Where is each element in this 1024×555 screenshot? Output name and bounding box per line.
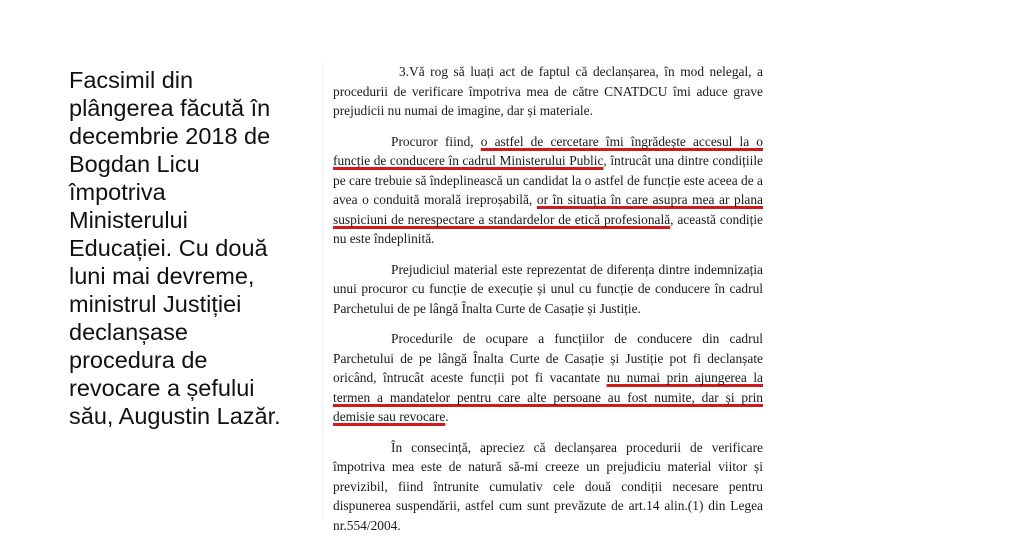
caption-text: Facsimil din plângerea făcută în decembrie 2018 de Bogdan Licu împotriva Ministerului Educației. Cu două luni mai devreme, ministrul Justiției declanșase procedura de revocare a șefului său, Augustin Lazăr. — [69, 67, 281, 429]
underlined-passage: nu numai prin ajungerea la termen a mandatelor pentru care alte persoane au fost numite, dar și prin demisie sau revocare — [333, 370, 763, 424]
scan-edge-divider — [322, 60, 323, 520]
paragraph-text: . — [445, 409, 449, 424]
paragraph-text: Procuror fiind, — [391, 133, 481, 149]
document-paragraph — [333, 438, 763, 536]
document-paragraph — [333, 132, 763, 249]
paragraph-text: , întrucât una dintre condițiile pe care trebuie să îndeplinească un candidat la o astfel de funcție este aceea de a avea o conduită morală ireproșabilă, — [333, 153, 764, 207]
paragraph-text: În consecință, apreciez că declanșarea procedurii de verificare împotriva mea este de natură să-mi creeze un prejudiciu material viitor și previzibil, fiind întrunite cumulativ cele două condiții necesare pentru dispunerea suspendării, astfel cum sunt prevăzute de art.14 alin.(1) din Legea nr.554/2004. — [333, 439, 763, 533]
document-paragraph — [333, 260, 763, 319]
document-paragraph — [333, 329, 763, 427]
paragraph-text: Prejudiciul material este reprezentat de diferența dintre indemnizația unui procuror cu funcție de execuție și unul cu funcție de conducere în cadrul Parchetului de pe lângă Înalta Curte de Casație și Justiție. — [333, 261, 763, 316]
underlined-passage: or în situația în care asupra mea ar plana suspiciuni de nerespectare a standardelor de etică profesională — [333, 192, 763, 227]
document-facsimile — [333, 62, 763, 546]
paragraph-text: , această condiție nu este îndeplinită. — [333, 211, 764, 246]
document-paragraph — [333, 62, 763, 121]
paragraph-text: 3.Vă rog să luați act de faptul că declanșarea, în mod nelegal, a procedurii de verificare împotriva mea de către CNATDCU îmi aduce grave prejudicii nu numai de imagine, dar și materiale. — [333, 64, 763, 118]
paragraph-text: Procedurile de ocupare a funcțiilor de conducere din cadrul Parchetului de pe lângă Înalta Curte de Casație și Justiție pot fi declanșate oricând, întrucât aceste funcții pot fi vacantate — [333, 331, 763, 385]
underlined-passage: o astfel de cercetare îmi îngrădește accesul la o funcție de conducere în cadrul Ministerului Public — [333, 133, 763, 168]
